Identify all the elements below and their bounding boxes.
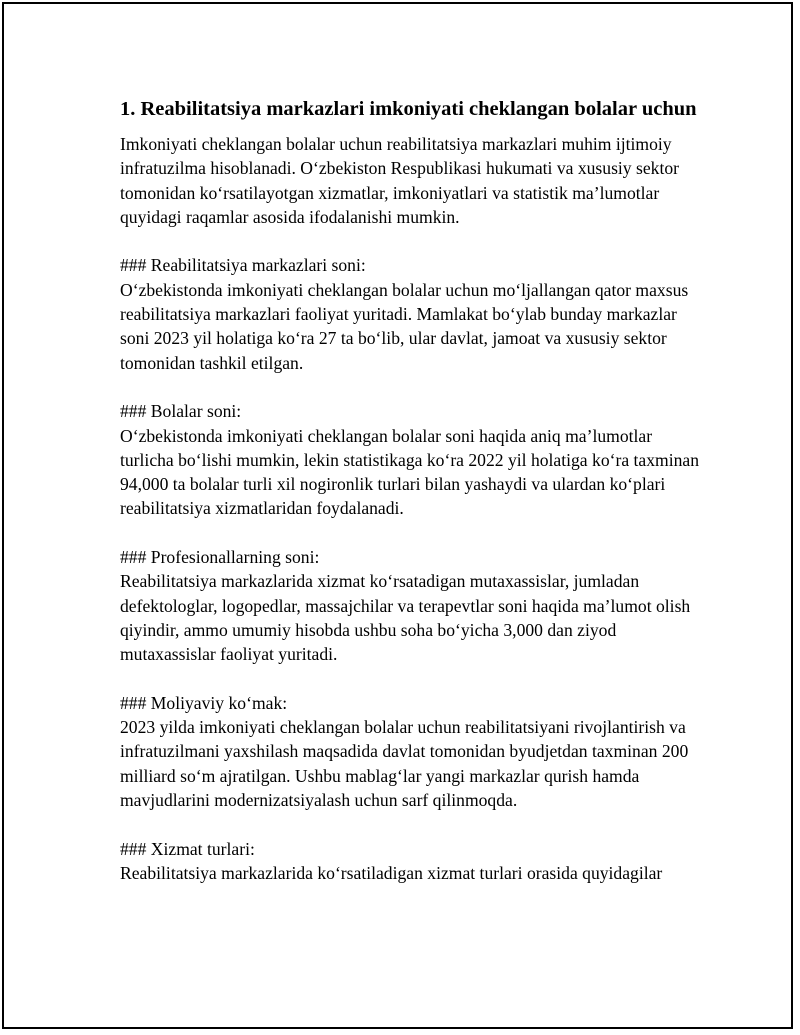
section-heading-children: ### Bolalar soni: [120, 401, 242, 422]
document-title: 1. Reabilitatsiya markazlari imkoniyati cheklangan bolalar uchun [120, 98, 697, 120]
paragraph-gap [120, 667, 700, 691]
paragraph-gap [120, 521, 700, 545]
section-heading-centers: ### Reabilitatsiya markazlari soni: [120, 255, 366, 276]
section-body-centers: O‘zbekistonda imkoniyati cheklangan bolalar uchun mo‘ljallangan qator maxsus reabilitatsiya markazlari faoliyat yuritadi. Mamlakat bo‘ylab bunday markazlar soni 2023 yil holatiga ko‘ra 27 ta bo‘lib, ular davlat, jamoat va xususiy sektor tomonidan tashkil etilgan. [120, 279, 689, 373]
section-heading-services: ### Xizmat turlari: [120, 838, 255, 859]
section-body-professionals: Reabilitatsiya markazlarida xizmat ko‘rsatadigan mutaxassislar, jumladan defektologlar, logopedlar, massajchilar va terapevtlar soni haqida ma’lumot olish qiyindir, ammo umumiy hisobda ushbu soha bo‘yicha 3,000 dan ziyod mutaxassislar faoliyat yuritadi. [120, 571, 691, 665]
page-frame [2, 2, 793, 1029]
intro-paragraph: Imkoniyati cheklangan bolalar uchun reabilitatsiya markazlari muhim ijtimoiy infratuzilma hisoblanadi. O‘zbekiston Respublikasi hukumati va xususiy sektor tomonidan ko‘rsatilayotgan xizmatlar, imkoniyatlari va statistik ma’lumotlar quyidagi raqamlar asosida ifodalanishi mumkin. [120, 134, 679, 227]
section-body-funding: 2023 yilda imkoniyati cheklangan bolalar uchun reabilitatsiyani rivojlantirish va infratuzilmani yaxshilash maqsadida davlat tomonidan byudjetdan taxminan 200 milliard so‘m ajratilgan. Ushbu mablag‘lar yangi markazlar qurish hamda mavjudlarini modernizatsiyalash uchun sarf qilinmoqda. [120, 717, 689, 811]
document-body [120, 96, 700, 885]
section-body-services: Reabilitatsiya markazlarida ko‘rsatiladigan xizmat turlari orasida quyidagilar [120, 862, 663, 883]
paragraph-gap [120, 812, 700, 836]
section-heading-professionals: ### Profesionallarning soni: [120, 547, 320, 568]
paragraph-gap [120, 375, 700, 399]
section-body-children: O‘zbekistonda imkoniyati cheklangan bolalar soni haqida aniq ma’lumotlar turlicha bo‘lishi mumkin, lekin statistikaga ko‘ra 2022 yil holatiga ko‘ra taxminan 94,000 ta bolalar turli xil nogironlik turlari bilan yashaydi va ulardan ko‘plari reabilitatsiya xizmatlaridan foydalanadi. [120, 425, 700, 519]
paragraph-gap [120, 229, 700, 253]
section-heading-funding: ### Moliyaviy ko‘mak: [120, 692, 288, 713]
